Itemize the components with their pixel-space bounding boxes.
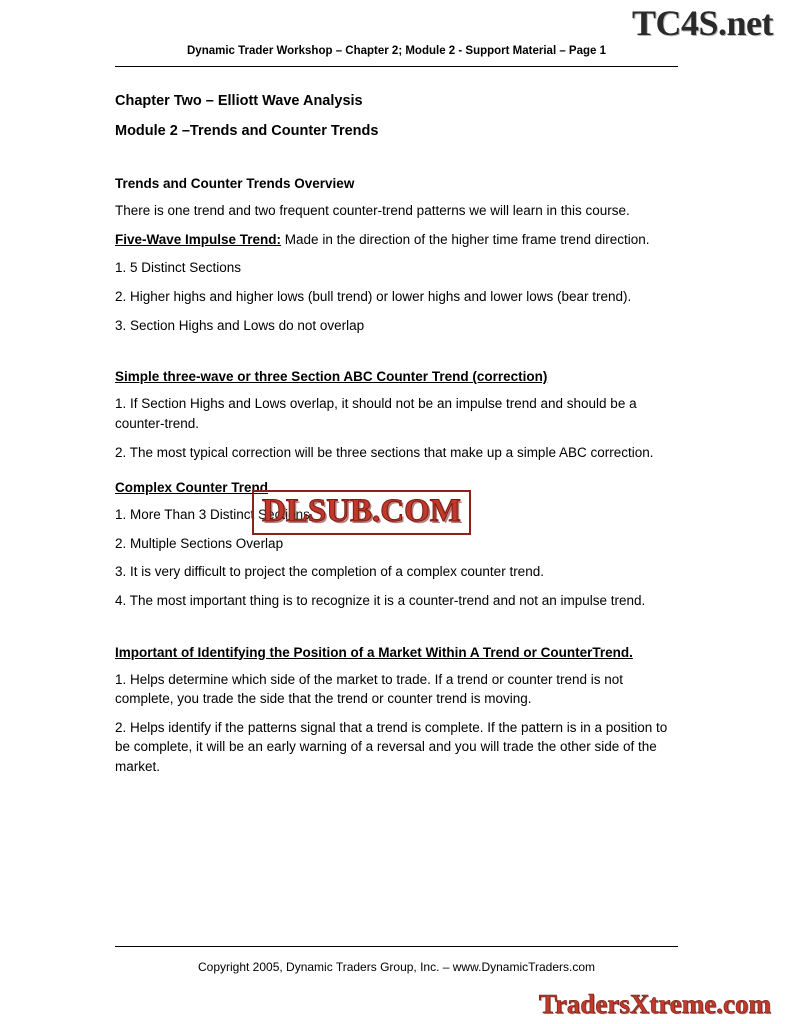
header-divider [115, 66, 678, 67]
paragraph: 3. It is very difficult to project the completion of a complex counter trend. [115, 564, 544, 580]
section-heading-overview: Trends and Counter Trends Overview [115, 176, 355, 192]
document-body [115, 92, 680, 786]
paragraph: 1. 5 Distinct Sections [115, 260, 242, 276]
page-header-text: Dynamic Trader Workshop – Chapter 2; Module 2 - Support Material – Page 1 [187, 45, 606, 57]
watermark-center [252, 490, 471, 535]
section-heading-position-within-trend: Important of Identifying the Position of a Market Within A Trend or CounterTrend. [115, 644, 633, 660]
footer-divider [115, 946, 678, 947]
paragraph: 2. Multiple Sections Overlap [115, 535, 284, 551]
paragraph: 2. Helps identify if the patterns signal that a trend is complete. If the pattern is in a position to be complete, it will be an early warning of a reversal and you will trade the other side of the market. [115, 719, 668, 774]
module-title: Module 2 –Trends and Counter Trends [115, 122, 379, 139]
paragraph: 2. Higher highs and higher lows (bull trend) or lower highs and lower lows (bear trend). [115, 289, 632, 305]
chapter-title: Chapter Two – Elliott Wave Analysis [115, 93, 363, 109]
paragraph: 1. Helps determine which side of the market to trade. If a trend or counter trend is not complete, you trade the side that the trend or counter trend is moving. [115, 671, 624, 707]
watermark-center-text: DLSUB.COM [252, 490, 471, 535]
watermark-bottom-right: TradersXtreme.com [538, 989, 771, 1019]
paragraph: There is one trend and two frequent counter-trend patterns we will learn in this course. [115, 203, 630, 219]
paragraph-text: Made in the direction of the higher time frame trend direction. [281, 231, 650, 247]
paragraph: 3. Section Highs and Lows do not overlap [115, 317, 365, 333]
paragraph: 4. The most important thing is to recognize it is a counter-trend and not an impulse trend. [115, 592, 646, 608]
paragraph-lead: Five-Wave Impulse Trend: [115, 231, 282, 247]
paragraph: 1. More Than 3 Distinct Sections [115, 507, 310, 523]
section-heading-simple-abc: Simple three-wave or three Section ABC Counter Trend (correction) [115, 369, 548, 385]
section-heading-complex-counter-trend: Complex Counter Trend [115, 480, 269, 496]
paragraph [115, 230, 680, 250]
paragraph: 2. The most typical correction will be three sections that make up a simple ABC correction. [115, 444, 654, 460]
watermark-top-right: TC4S.net [631, 3, 773, 43]
footer-copyright: Copyright 2005, Dynamic Traders Group, Inc. – www.DynamicTraders.com [197, 960, 596, 974]
paragraph: 1. If Section Highs and Lows overlap, it should not be an impulse trend and should be a counter-trend. [115, 396, 637, 431]
